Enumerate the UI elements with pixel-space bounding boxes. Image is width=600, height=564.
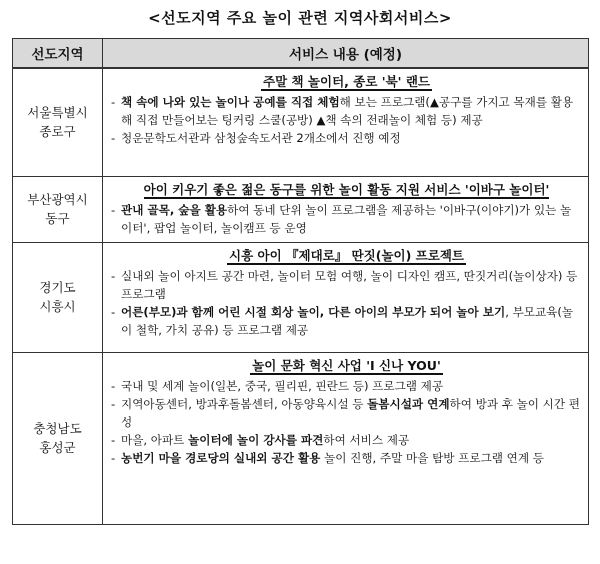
header-service: 서비스 내용 (예정)	[103, 39, 589, 69]
table-row	[13, 242, 589, 352]
page-title: <선도지역 주요 놀이 관련 지역사회서비스>	[148, 9, 452, 27]
item-text: 하여 방과 후 놀이 시간 편성	[121, 396, 580, 429]
item-text: 국내 및 세계 놀이(일본, 중국, 필리핀, 핀란드 등) 프로그램 제공	[121, 378, 444, 393]
emphasis-text: 관내 골목, 숲을 활용	[121, 202, 228, 217]
item-text: , 부모교육(놀이 철학, 가치 공유) 등 프로그램 제공	[121, 304, 574, 337]
service-cell	[103, 352, 589, 524]
table-row	[13, 176, 589, 242]
header-region: 선도지역	[13, 39, 103, 69]
emphasis-text: 책 속에 나와 있는 놀이나 공예를 직접 체험	[121, 95, 340, 109]
region-name: 부산광역시	[27, 192, 88, 207]
service-subtitle-text: 시흥 아이 『제대로』 딴짓(놀이) 프로젝트	[229, 247, 464, 263]
emphasis-text: 놀이터에 놀이 강사를 파견	[188, 432, 324, 447]
item-text: 하여 서비스 제공	[323, 432, 410, 447]
service-subtitle	[111, 181, 582, 199]
service-list	[111, 267, 582, 339]
item-text: 청운문학도서관과 삼청숲속도서관 2개소에서 진행 예정	[121, 131, 401, 145]
region-cell	[13, 68, 103, 176]
item-text: 지역아동센터, 방과후돌봄센터, 아동양육시설 등	[121, 396, 368, 411]
service-subtitle-text: 놀이 문화 혁신 사업 'I 신나 YOU'	[252, 357, 441, 373]
service-list	[111, 201, 582, 237]
service-subtitle	[111, 73, 582, 91]
service-subtitle	[111, 247, 582, 265]
region-cell	[13, 352, 103, 524]
region-cell	[13, 176, 103, 242]
service-list	[111, 377, 582, 467]
service-subtitle-text: 주말 책 놀이터, 종로 '북' 랜드	[263, 74, 430, 89]
region-name: 서울특별시	[27, 105, 88, 121]
service-subtitle	[111, 357, 582, 375]
region-name: 종로구	[39, 124, 76, 140]
service-cell	[103, 242, 589, 352]
service-cell	[103, 176, 589, 242]
region-name: 홍성군	[39, 440, 76, 455]
region-name: 동구	[45, 211, 70, 226]
services-table	[12, 38, 589, 525]
list-item	[111, 267, 582, 303]
item-text: 실내외 놀이 아지트 공간 마련, 놀이터 모험 여행, 놀이 디자인 캠프, 딴짓거리(놀이상자) 등 프로그램	[121, 268, 578, 301]
list-item	[111, 93, 582, 129]
emphasis-text: 농번기 마을 경로당의 실내외 공간 활용	[121, 450, 321, 465]
list-item	[111, 129, 582, 147]
service-subtitle-text: 아이 키우기 좋은 젊은 동구를 위한 놀이 활동 지원 서비스 '이바구 놀이터'	[143, 181, 550, 197]
list-item	[111, 431, 582, 449]
region-cell	[13, 242, 103, 352]
list-item	[111, 449, 582, 467]
table-header-row	[13, 39, 589, 69]
item-text: 놀이 진행, 주말 마을 탐방 프로그램 연계 등	[320, 450, 544, 465]
item-text: 해 보는 프로그램(▲공구를 가지고 목재를 활용해 직접 만들어보는 팅커링 스쿨(공방) ▲책 속의 전래놀이 체험 등) 제공	[121, 95, 574, 127]
emphasis-text: 어른(부모)과 함께 어린 시절 회상 놀이, 다른 아이의 부모가 되어 놀아 보기	[121, 304, 506, 319]
item-text: 마을, 아파트	[121, 432, 189, 447]
region-name: 시흥시	[39, 299, 76, 314]
list-item	[111, 395, 582, 431]
list-item	[111, 201, 582, 237]
region-name: 경기도	[39, 280, 76, 295]
list-item	[111, 303, 582, 339]
item-text: 하여 동네 단위 놀이 프로그램을 제공하는 '이바구(이야기)가 있는 놀이터', 팝업 놀이터, 놀이캠프 등 운영	[121, 202, 572, 235]
service-cell	[103, 68, 589, 176]
emphasis-text: 돌봄시설과 연계	[367, 396, 450, 411]
table-row	[13, 352, 589, 524]
list-item	[111, 377, 582, 395]
region-name: 충청남도	[33, 421, 82, 436]
service-list	[111, 93, 582, 147]
table-row	[13, 68, 589, 176]
